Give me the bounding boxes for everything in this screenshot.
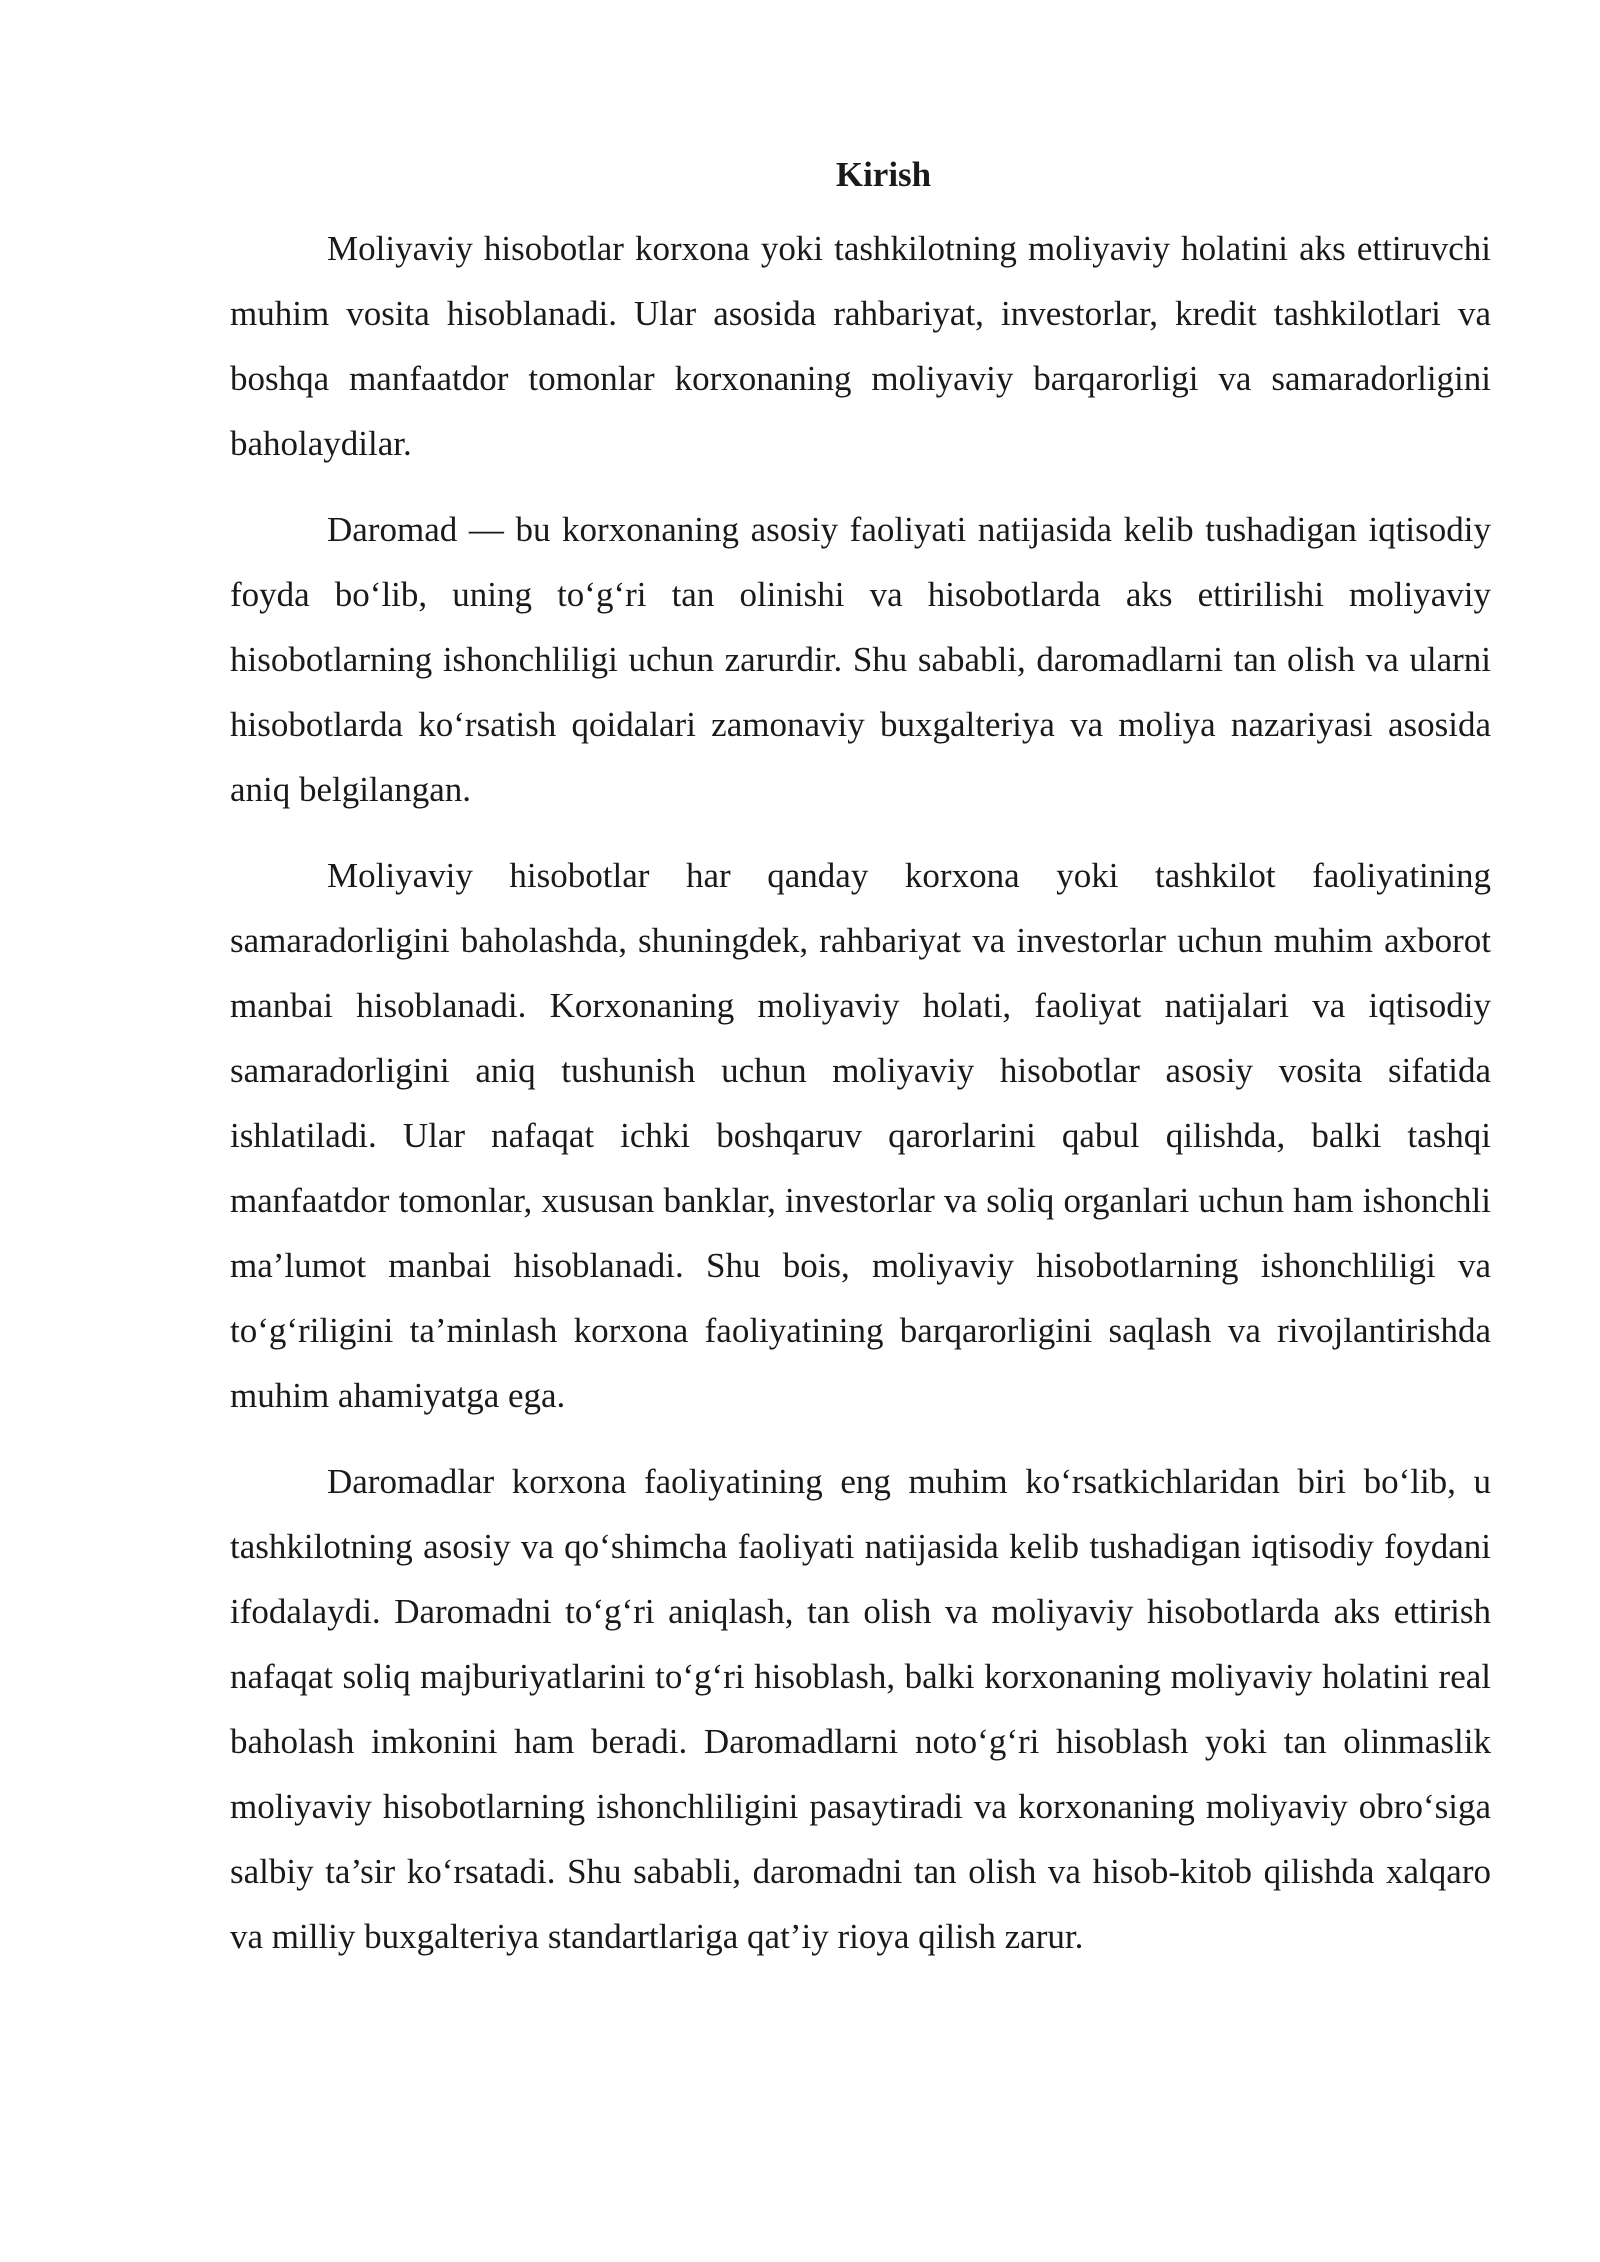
paragraph-4: Daromadlar korxona faoliyatining eng muhim ko‘rsatkichlaridan biri bo‘lib, u tashkilotning asosiy va qo‘shimcha faoliyati natijasida kelib tushadigan iqtisodiy foydani ifodalaydi. Daromadni to‘g‘ri aniqlash, tan olish va moliyaviy hisobotlarda aks ettirish nafaqat soliq majburiyatlarini to‘g‘ri hisoblash, balki korxonaning moliyaviy holatini real baholash imkonini ham beradi. Daromadlarni noto‘g‘ri hisoblash yoki tan olinmaslik moliyaviy hisobotlarning ishonchliligini pasaytiradi va korxonaning moliyaviy obro‘siga salbiy ta’sir ko‘rsatadi. Shu sababli, daromadni tan olish va hisob-kitob qilishda xalqaro va milliy buxgalteriya standartlariga qat’iy rioya qilish zarur. <box>230 1462 1491 1956</box>
page-title: Kirish <box>835 155 932 194</box>
document-body <box>230 145 1491 1990</box>
paragraph-1: Moliyaviy hisobotlar korxona yoki tashkilotning moliyaviy holatini aks ettiruvchi muhim vosita hisoblanadi. Ular asosida rahbariyat, investorlar, kredit tashkilotlari va boshqa manfaatdor tomonlar korxonaning moliyaviy barqarorligi va samaradorligini baholaydilar. <box>230 229 1491 463</box>
paragraph-2: Daromad — bu korxonaning asosiy faoliyati natijasida kelib tushadigan iqtisodiy foyda bo‘lib, uning to‘g‘ri tan olinishi va hisobotlarda aks ettirilishi moliyaviy hisobotlarning ishonchliligi uchun zarurdir. Shu sababli, daromadlarni tan olish va ularni hisobotlarda ko‘rsatish qoidalari zamonaviy buxgalteriya va moliya nazariyasi asosida aniq belgilangan. <box>230 510 1491 809</box>
paragraph-3: Moliyaviy hisobotlar har qanday korxona yoki tashkilot faoliyatining samaradorligini baholashda, shuningdek, rahbariyat va investorlar uchun muhim axborot manbai hisoblanadi. Korxonaning moliyaviy holati, faoliyat natijalari va iqtisodiy samaradorligini aniq tushunish uchun moliyaviy hisobotlar asosiy vosita sifatida ishlatiladi. Ular nafaqat ichki boshqaruv qarorlarini qabul qilishda, balki tashqi manfaatdor tomonlar, xususan banklar, investorlar va soliq organlari uchun ham ishonchli ma’lumot manbai hisoblanadi. Shu bois, moliyaviy hisobotlarning ishonchliligi va to‘g‘riligini ta’minlash korxona faoliyatining barqarorligini saqlash va rivojlantirishda muhim ahamiyatga ega. <box>230 856 1491 1415</box>
